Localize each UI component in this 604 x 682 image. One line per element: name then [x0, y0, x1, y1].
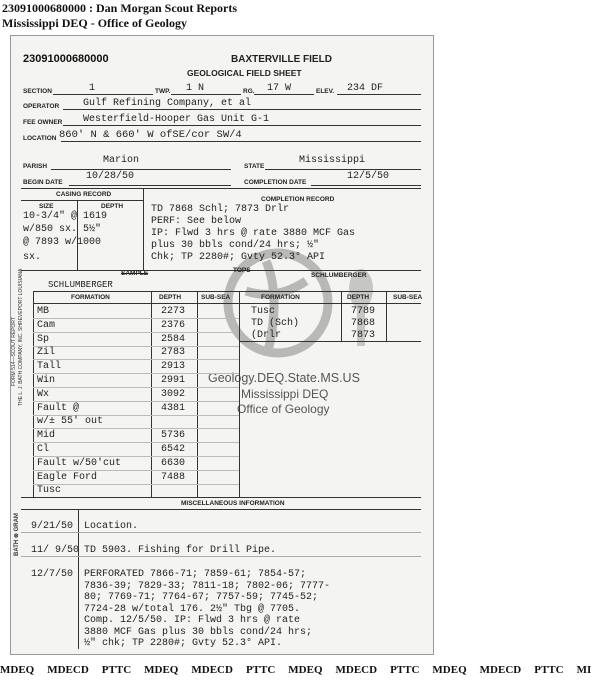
sample-struck-label: SAMPLE: [121, 270, 149, 277]
document-subtitle: Mississippi DEQ - Office of Geology: [2, 16, 187, 30]
left-formation-cell: Zil: [37, 347, 56, 359]
misc-date: 9/21/50: [31, 521, 74, 532]
completion-line: Chk; TP 2280#; Gvty 52.3° API: [151, 252, 326, 263]
left-formation-cell: w/± 55' out: [37, 416, 104, 428]
api-number: 23091000680000: [23, 53, 109, 65]
left-formation-header: FORMATION: [71, 294, 110, 301]
misc-text-line: 7724-28 w/total 176. 2½" Tbg @ 7705.: [84, 603, 301, 615]
section-label: SECTION: [23, 88, 52, 95]
fee-owner-label: FEE OWNER: [23, 119, 63, 126]
bathgram-brand-text: BATH ⊗ GRAM: [14, 513, 20, 556]
footer-banner: [0, 664, 592, 676]
scout-report-card: [10, 35, 434, 655]
footer-agency-label: MDEQ: [432, 664, 467, 676]
left-depth-cell: 7488: [161, 471, 186, 483]
twp-value: 1 N: [186, 83, 205, 94]
left-formation-cell: Sp: [37, 333, 50, 345]
begin-date-value: 10/28/50: [86, 171, 135, 182]
casing-line: @ 7893 w/1000: [23, 237, 102, 248]
left-subsea-header: SUB-SEA: [201, 294, 231, 301]
completion-date-label: COMPLETION DATE: [244, 179, 307, 186]
left-depth-cell: 6542: [161, 444, 186, 455]
footer-agency-label: MI: [576, 664, 592, 676]
completion-line: TD 7868 Schl; 7873 Drlr: [151, 204, 290, 215]
left-depth-cell: 4381: [161, 402, 186, 414]
operator-label: OPERATOR: [23, 103, 60, 110]
casing-depth-header: DEPTH: [101, 203, 124, 210]
footer-agency-label: PTTC: [245, 664, 276, 676]
completion-date-value: 12/5/50: [347, 171, 390, 182]
parish-label: PARISH: [23, 163, 48, 170]
left-depth-cell: 6630: [161, 457, 186, 469]
misc-text-line: 80; 7769-71; 7764-67; 7757-59; 7745-52;: [84, 592, 319, 603]
left-formation-cell: Wx: [37, 388, 50, 400]
left-formation-cell: Fault @: [37, 402, 80, 414]
watermark-agency: Mississippi DEQ: [241, 387, 329, 401]
casing-line: w/850 sx. 5½": [23, 224, 102, 235]
left-depth-cell: 2273: [161, 306, 186, 317]
misc-text-line: ½" chk; TP 2280#; Gvty 52.3° API.: [84, 638, 283, 649]
completion-record-title: COMPLETION RECORD: [261, 196, 335, 203]
right-subsea-header: SUB-SEA: [393, 294, 423, 301]
misc-text-line: 7836-39; 7829-33; 7811-18; 7802-06; 7777-: [84, 580, 331, 592]
footer-agency-label: MDECD: [335, 664, 378, 676]
misc-text: TD 5903. Fishing for Drill Pipe.: [84, 545, 277, 556]
left-depth-cell: 2991: [161, 375, 186, 386]
location-value: 860' N & 660' W ofSE/cor SW/4: [59, 129, 242, 141]
location-label: LOCATION: [23, 135, 57, 142]
left-depth-cell: 5736: [161, 430, 186, 442]
casing-size-header: SIZE: [39, 203, 54, 210]
watermark-url: Geology.DEQ.State.MS.US: [208, 371, 360, 385]
operator-value: Gulf Refining Company, et al: [83, 98, 252, 109]
left-depth-header: DEPTH: [159, 294, 182, 301]
completion-line: PERF: See below: [151, 216, 242, 227]
footer-agency-label: PTTC: [534, 664, 564, 676]
casing-line: 10-3/4" @ 1619: [23, 211, 108, 222]
left-formation-cell: Fault w/50'cut: [37, 457, 122, 469]
misc-text: Location.: [84, 521, 139, 532]
fee-owner-value: Westerfield-Hooper Gas Unit G-1: [83, 114, 270, 125]
left-formation-cell: Cl: [37, 444, 50, 455]
right-log-name: SCHLUMBERGER: [311, 272, 367, 279]
elev-value: 234 DF: [347, 83, 384, 94]
misc-text-line: Comp. 12/5/50. IP: Flwd 3 hrs @ rate: [84, 615, 301, 626]
form-number-side-text: FORM 514—SCOUT REPORT: [11, 317, 17, 386]
sheet-title: GEOLOGICAL FIELD SHEET: [187, 68, 302, 78]
right-formation-cell: TD (Sch): [251, 318, 300, 329]
printer-side-text: THE L. J. BATH COMPANY, INC. SHREVEPORT LOUISIANA: [18, 268, 24, 406]
footer-agency-label: MDEQ: [0, 664, 35, 676]
completion-line: plus 30 bbls cond/24 hrs; ½": [151, 240, 320, 251]
footer-agency-label: PTTC: [390, 664, 420, 676]
footer-agency-label: MDECD: [479, 664, 522, 676]
misc-date: 12/7/50: [31, 569, 74, 580]
section-value: 1: [89, 83, 96, 94]
left-formation-cell: Tall: [37, 361, 62, 373]
casing-line: sx.: [23, 252, 42, 263]
left-depth-cell: 2376: [161, 319, 186, 331]
casing-record-title: CASING RECORD: [56, 191, 112, 198]
left-formation-cell: Tusc: [37, 485, 62, 497]
begin-date-label: BEGIN DATE: [23, 179, 63, 186]
footer-agency-label: MDEQ: [144, 664, 179, 676]
state-label: STATE: [244, 163, 265, 170]
field-title: BAXTERVILLE FIELD: [231, 54, 332, 65]
footer-agency-label: PTTC: [101, 664, 132, 676]
right-depth-cell: 7789: [351, 306, 376, 317]
left-depth-cell: 3092: [161, 388, 186, 400]
document-title: 23091000680000 : Dan Morgan Scout Reports: [2, 1, 237, 15]
left-depth-cell: 2584: [161, 333, 186, 345]
left-formation-cell: MB: [37, 306, 50, 317]
footer-agency-label: MDECD: [191, 664, 233, 676]
rg-label: RG.: [243, 88, 255, 95]
right-depth-cell: 7873: [351, 330, 376, 341]
left-depth-cell: 2913: [161, 361, 186, 373]
left-formation-cell: Mid: [37, 430, 56, 442]
left-formation-cell: Win: [37, 375, 56, 386]
rg-value: 17 W: [267, 83, 292, 94]
misc-text-line: PERFORATED 7866-71; 7859-61; 7854-57;: [84, 569, 307, 580]
left-log-name: SCHLUMBERGER: [48, 280, 113, 290]
elev-label: ELEV.: [316, 88, 335, 95]
footer-agency-label: MDECD: [47, 664, 89, 676]
parish-value: Marion: [103, 155, 140, 166]
left-depth-cell: 2783: [161, 347, 186, 359]
state-value: Mississippi: [299, 155, 366, 166]
footer-agency-label: MDEQ: [288, 664, 323, 676]
right-depth-cell: 7868: [351, 318, 376, 329]
right-formation-header: FORMATION: [261, 294, 300, 301]
misc-title: MISCELLANEOUS INFORMATION: [181, 500, 285, 507]
completion-line: IP: Flwd 3 hrs @ rate 3880 MCF Gas: [151, 228, 356, 239]
misc-text-line: 3880 MCF Gas plus 30 bbls cond/24 hrs;: [84, 626, 313, 638]
left-formation-cell: Cam: [37, 319, 56, 331]
tops-title: TOPS: [233, 267, 251, 274]
watermark-office: Office of Geology: [237, 402, 330, 416]
right-formation-cell: (Drlr: [251, 330, 282, 341]
left-formation-cell: Eagle Ford: [37, 471, 98, 483]
right-formation-cell: Tusc: [251, 306, 276, 317]
right-depth-header: DEPTH: [347, 294, 370, 301]
twp-label: TWP.: [155, 88, 171, 95]
misc-date: 11/ 9/50: [31, 545, 80, 556]
